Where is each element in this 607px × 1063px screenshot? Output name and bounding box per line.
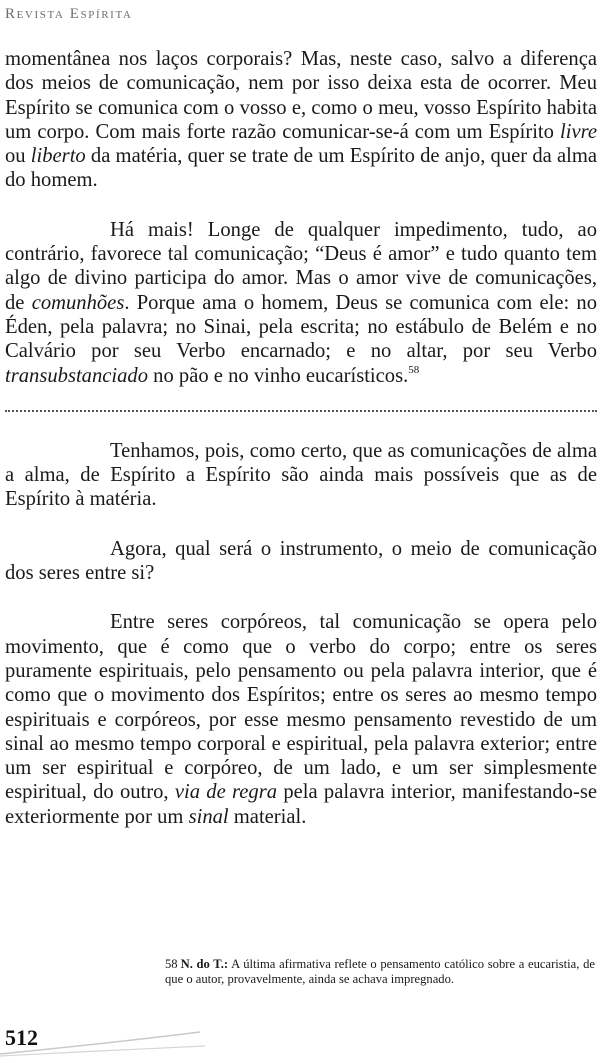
paragraph-4: Agora, qual será o instrumento, o meio de comunicação dos seres entre si? <box>5 537 597 585</box>
footnote-number: 58 <box>165 957 178 971</box>
paragraph-2: Há mais! Longe de qualquer impedimento, tudo, ao contrário, favorece tal comunicação; “Deus é amor” e tudo quanto tem algo de divino participa do amor. Mas o amor vive de comunicações, de comunhões. Porque ama o homem, Deus se comunica com ele: no Éden, pela palavra; no Sinai, pela escrita; no estábulo de Belém e no Calvário por seu Verbo encarnado; e no altar, por seu Verbo transubstanciado no pão e no vinho eucarísticos.$^{58}$ <box>5 218 598 387</box>
section-separator <box>5 410 597 412</box>
paragraph-3: Tenhamos, pois, como certo, que as comunicações de alma a alma, de Espírito a Espírito são ainda mais possíveis que as de Espírito à matéria. <box>5 439 597 511</box>
page-body <box>5 47 597 829</box>
footnote <box>165 957 595 987</box>
running-header: Revista Espírita <box>5 6 133 22</box>
paragraph-5: Entre seres corpóreos, tal comunicação se opera pelo movimento, que é como que o verbo do corpo; entre os seres puramente espirituais, pelo pensamento ou pela palavra interior, que é como que o movimento dos Espíritos; entre os seres ao mesmo tempo espirituais e corpóreos, por esse mesmo pensamento revestido de um sinal ao mesmo tempo corporal e espiritual, pela palavra exterior; entre um ser espiritual e corpóreo, de um lado, e um ser simplesmente espiritual, do outro, via de regra pela palavra interior, manifestando-se exteriormente por um sinal material. <box>5 611 597 828</box>
footnote-reference[interactable]: 58 <box>408 363 420 376</box>
footnote-text: A última afirmativa reflete o pensamento católico sobre a eucaristia, de que o autor, provavelmente, ainda se achava impregnado. <box>165 957 595 986</box>
paragraph-1: momentânea nos laços corporais? Mas, neste caso, salvo a diferença dos meios de comunicação, nem por isso deixa esta de ocorrer. Meu Espírito se comunica com o vosso e, como o meu, vosso Espírito habita um corpo. Com mais forte razão comunicar-se-á com um Espírito livre ou liberto da matéria, quer se trate de um Espírito de anjo, quer da alma do homem. <box>5 48 597 192</box>
page-number: 512 <box>5 1025 38 1050</box>
footnote-label: N. do T.: <box>180 957 229 971</box>
